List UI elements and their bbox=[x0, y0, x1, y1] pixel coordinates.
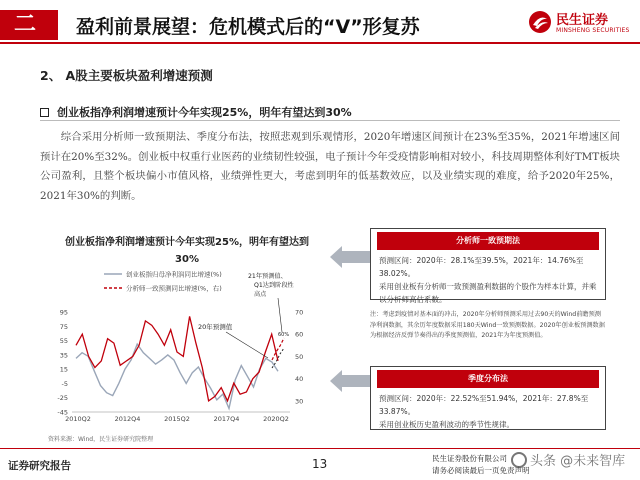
section-heading: 2、 A股主要板块盈利增速预测 bbox=[40, 68, 213, 83]
x-tick-label: 2017Q4 bbox=[213, 415, 240, 423]
panel-line: 预测区间：2020年：22.52%至51.94%，2021年：27.8%至33.87%。 bbox=[379, 394, 589, 416]
annotation-label: 21年预测值、 bbox=[248, 273, 287, 280]
panel-heading: 季度分布法 bbox=[377, 370, 599, 388]
x-tick-label: 2012Q4 bbox=[114, 415, 141, 423]
chart bbox=[40, 268, 330, 428]
annotation-leader bbox=[278, 298, 282, 332]
panel-analyst-consensus bbox=[370, 228, 606, 304]
y-left-tick-label: -45 bbox=[57, 408, 68, 417]
legend-label: 创业板指归母净利润同比增速(%) bbox=[126, 270, 222, 279]
series-line-actual bbox=[76, 344, 278, 408]
x-tick-label: 2010Q2 bbox=[65, 415, 91, 423]
y-left-tick-label: 75 bbox=[59, 322, 68, 331]
watermark bbox=[508, 450, 625, 469]
chart-source: 资料来源：Wind，民生证券研究院整理 bbox=[48, 436, 154, 443]
panel-body bbox=[371, 388, 605, 435]
annotation-label: Q1达到阶段性 bbox=[254, 282, 294, 289]
annotation-label: 高点 bbox=[254, 291, 267, 298]
footnote: 注：考虑到疫情对基本面的冲击，2020年分析师预测采用过去90天的Wind前瞻预测净利润数据，其余历年度数据采用180天Wind一致预测数据。2020年创业板预测数据为根据经济反弹节奏得出的季度预测值，2021年为年度预测值。 bbox=[370, 311, 605, 339]
y-right-tick-label: 70 bbox=[295, 308, 304, 317]
y-right-tick-label: 40 bbox=[295, 375, 304, 384]
annotation-leader bbox=[226, 332, 268, 358]
footer-report-label: 证券研究报告 bbox=[8, 460, 71, 472]
x-tick-label: 2020Q2 bbox=[263, 415, 289, 423]
watermark-text: 头条 @未来智库 bbox=[530, 454, 626, 469]
x-tick-label: 2015Q2 bbox=[164, 415, 190, 423]
y-left-tick-label: 15 bbox=[59, 365, 68, 374]
arrow-left-icon bbox=[330, 246, 372, 268]
watermark-logo-icon bbox=[511, 452, 527, 468]
header-divider bbox=[0, 42, 640, 44]
bullet-square-icon bbox=[40, 108, 49, 117]
annotation-label: 60% bbox=[278, 332, 290, 338]
logo-mark-icon bbox=[528, 10, 552, 34]
y-right-tick-label: 50 bbox=[295, 352, 304, 361]
page-number: 13 bbox=[312, 457, 328, 471]
y-left-tick-label: -5 bbox=[61, 379, 68, 388]
y-left-tick-label: 55 bbox=[59, 337, 68, 346]
legend-label: 分析师一致预测同比增速(%，右) bbox=[126, 284, 222, 293]
y-left-tick-label: -25 bbox=[57, 394, 68, 403]
page-title: 盈利前景展望：危机模式后的“V”形复苏 bbox=[76, 16, 420, 38]
arrow-left-icon bbox=[330, 370, 372, 392]
annotation-label: 20年预测值 bbox=[198, 323, 233, 331]
logo-text-cn: 民生证券 bbox=[556, 13, 609, 28]
panel-body bbox=[371, 250, 605, 310]
logo-text-en: MINSHENG SECURITIES bbox=[556, 27, 630, 34]
footer-divider bbox=[0, 448, 640, 449]
panel-heading: 分析师一致预期法 bbox=[377, 232, 599, 250]
footer-disclaimer: 请务必阅读最后一页免责声明 bbox=[432, 466, 530, 475]
panel-line: 预测区间：2020年：28.1%至39.5%，2021年：14.76%至38.02%。 bbox=[379, 256, 584, 278]
panel-quarterly-distribution bbox=[370, 366, 606, 430]
y-right-tick-label: 60 bbox=[295, 330, 304, 339]
panel-line: 采用创业板有分析师一致预测盈利数据的个股作为样本计算，并乘以分析师高估系数。 bbox=[379, 282, 597, 304]
panel-line: 采用创业板历史盈利波动的季节性规律。 bbox=[379, 420, 514, 429]
y-left-tick-label: 35 bbox=[59, 351, 68, 360]
bullet-heading bbox=[40, 104, 352, 120]
section-number: 二 bbox=[14, 12, 37, 37]
section-number-badge bbox=[0, 10, 58, 40]
series-line-forecast bbox=[76, 316, 278, 401]
footer-company: 民生证券股份有限公司 bbox=[432, 454, 507, 463]
y-right-tick-label: 30 bbox=[295, 397, 304, 406]
brand-logo bbox=[528, 8, 638, 38]
y-left-tick-label: 95 bbox=[59, 308, 68, 317]
bullet-divider bbox=[40, 120, 620, 121]
bullet-text: 创业板指净利润增速预计今年实现25%，明年有望达到30% bbox=[57, 106, 352, 119]
chart-title: 创业板指净利润增速预计今年实现25%，明年有望达到30% bbox=[65, 237, 309, 265]
body-paragraph: 综合采用分析师一致预期法、季度分布法，按照悲观到乐观情形，2020年增速区间预计在23%至35%，2021年增速区间预计在20%至32%。创业板中权重行业医药的业绩韧性较强，电子预计今年受疫情影响相对较小，科技周期整体利好TMT板块公司盈利，且整个板块偏小市值风格，业绩弹性更大，考虑到明年的低基数效应，以及业绩实现的难度，给予2020年25%，2021年30%的判断。 bbox=[40, 131, 620, 202]
